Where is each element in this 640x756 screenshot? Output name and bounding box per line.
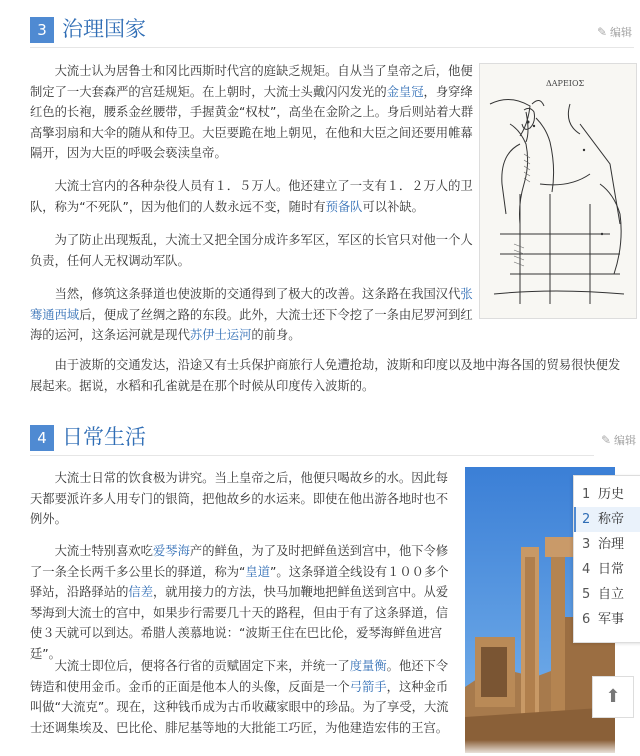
paragraph <box>30 230 480 271</box>
paragraph-text: ”。这条驿道全线设有１００多个驿站，沿路驿站的 <box>30 564 449 599</box>
paragraph <box>30 284 480 346</box>
paragraph <box>30 468 458 530</box>
edit-label: 编辑 <box>614 434 636 447</box>
edit-link[interactable] <box>601 433 636 448</box>
paragraph-text: ，身穿绛红色的长袍，腰系金丝腰带，手握黄金“权杖”，高坐在金阶之上。身后则站着大群高擎羽扇和大伞的随从和侍卫。大臣要跪在地上朝见，在他和大臣之间还要用帷幕隔开，因为大臣的呼吸会亵渎皇帝。 <box>30 84 474 160</box>
paragraph-text: 可以补缺。 <box>362 199 424 214</box>
inline-link[interactable]: 苏伊士运河 <box>189 328 252 342</box>
darius-relief-image <box>479 63 637 319</box>
toc-item-label: 历史 <box>598 487 625 502</box>
paragraph-text: 后，便成了丝绸之路的东段。此外，大流士还下令挖了一条由尼罗河到红海的运河，这条运河就是现代 <box>30 307 473 342</box>
arrow-up-icon: ⬆ <box>605 686 621 707</box>
inline-link[interactable]: 预备队 <box>325 199 363 214</box>
paragraph <box>30 656 458 738</box>
paragraph-text: 大流士日常的饮食极为讲究。当上皇帝之后，他便只喝故乡的水。因此每天都要派许多人用专门的银筒，把他故乡的水运来。即使在他出游各地时也不例外。 <box>30 471 449 526</box>
inline-link[interactable]: 张骞通西域 <box>30 287 473 322</box>
paragraph-text: 为了防止出现叛乱，大流士又把全国分成许多军区，军区的长官只对他一个人负责，任何人无权调动军队。 <box>30 233 473 268</box>
paragraph-text: 大流士认为居鲁士和冈比西斯时代宫的庭缺乏规矩。自从当了皇帝之后，他便制定了一大套森严的宫廷规矩。在上朝时，大流士头戴闪闪发光的 <box>30 64 473 99</box>
paragraph-text: 大流士宫内的各种杂役人员有１．５万人。他还建立了一支有１．２万人的卫队，称为“不死队”，因为他们的人数永远不变，随时有 <box>30 179 473 214</box>
figure-caption: ΔΑΡΕΙΟΣ <box>546 79 585 88</box>
inline-link[interactable]: 金皇冠 <box>386 84 424 99</box>
paragraph <box>30 355 624 396</box>
table-of-contents <box>573 475 640 643</box>
section-3-header <box>30 13 634 48</box>
toc-item[interactable] <box>574 507 640 532</box>
pencil-icon: ✎ <box>596 25 607 39</box>
section-4-header <box>30 421 636 456</box>
paragraph-text: 。他还下令铸造和使用金币。金币的正面是他本人的头像，反面是一个 <box>30 659 449 694</box>
toc-item-number: 2 <box>582 512 591 527</box>
toc-item[interactable] <box>574 482 640 507</box>
paragraph-text: ，就用接力的方法，快马加鞭地把鲜鱼送到宫中。从爱琴海到大流士的宫中，如果步行需要几十天的路程，但由于有了这条驿道，信使３天就可以到达。希腊人羡慕地说：“波斯王住在巴比伦，爱琴海鲜鱼进宫廷”。 <box>30 585 449 661</box>
bottom-fade <box>0 740 640 756</box>
edit-label: 编辑 <box>610 26 632 39</box>
toc-item-label: 称帝 <box>598 512 625 527</box>
inline-link[interactable]: 皇道 <box>245 564 271 579</box>
paragraph-text: 当然，修筑这条驿道也使波斯的交通得到了极大的改善。这条路在我国汉代 <box>54 287 461 301</box>
inline-link[interactable]: 度量衡 <box>349 659 387 673</box>
toc-item-label: 军事 <box>598 612 625 627</box>
toc-item[interactable] <box>574 557 640 582</box>
back-to-top-button[interactable] <box>592 676 634 718</box>
paragraph-text: 大流士即位后，便将各行省的贡赋固定下来，并统一了 <box>54 659 350 673</box>
toc-item-label: 日常 <box>598 562 625 577</box>
inline-link[interactable]: 爱琴海 <box>152 544 190 558</box>
inline-link[interactable]: 信差 <box>128 585 153 599</box>
paragraph <box>30 541 458 664</box>
paragraph-text: 大流士特别喜欢吃 <box>54 544 153 558</box>
toc-item[interactable] <box>574 532 640 557</box>
section-number: 4 <box>30 425 54 451</box>
toc-item[interactable] <box>574 607 640 632</box>
edit-link[interactable] <box>597 25 632 40</box>
toc-item-number: 6 <box>582 612 591 627</box>
toc-item-label: 自立 <box>598 587 625 602</box>
section-number: 3 <box>30 17 54 43</box>
pencil-icon: ✎ <box>600 433 611 447</box>
toc-item-number: 3 <box>582 537 591 552</box>
paragraph <box>30 61 480 164</box>
paragraph <box>30 176 480 217</box>
inline-link[interactable]: 弓箭手 <box>349 679 387 694</box>
toc-item-number: 4 <box>582 562 591 577</box>
toc-item-number: 1 <box>582 487 591 502</box>
section-title: 治理国家 <box>62 17 146 41</box>
paragraph-text: 由于波斯的交通发达，沿途又有士兵保护商旅行人免遭抢劫，波斯和印度以及地中海各国的贸易很快便发展起来。据说，水稻和孔雀就是在那个时候从印度传入波斯的。 <box>30 358 621 393</box>
paragraph-text: ，这种金币叫做“大流克”。现在，这种钱币成为古币收藏家眼中的珍品。为了享受，大流士还调集埃及、巴比伦、腓尼基等地的大批能工巧匠，为他建造宏伟的王宫。 <box>30 679 449 735</box>
paragraph-text: 产的鲜鱼，为了及时把鲜鱼送到宫中，他下令修了一条全长两千多公里长的驿道，称为“ <box>30 544 449 579</box>
section-title: 日常生活 <box>62 425 146 449</box>
toc-item[interactable] <box>574 582 640 607</box>
paragraph-text: 的前身。 <box>251 328 301 342</box>
toc-item-label: 治理 <box>598 537 625 552</box>
toc-item-number: 5 <box>582 587 591 602</box>
